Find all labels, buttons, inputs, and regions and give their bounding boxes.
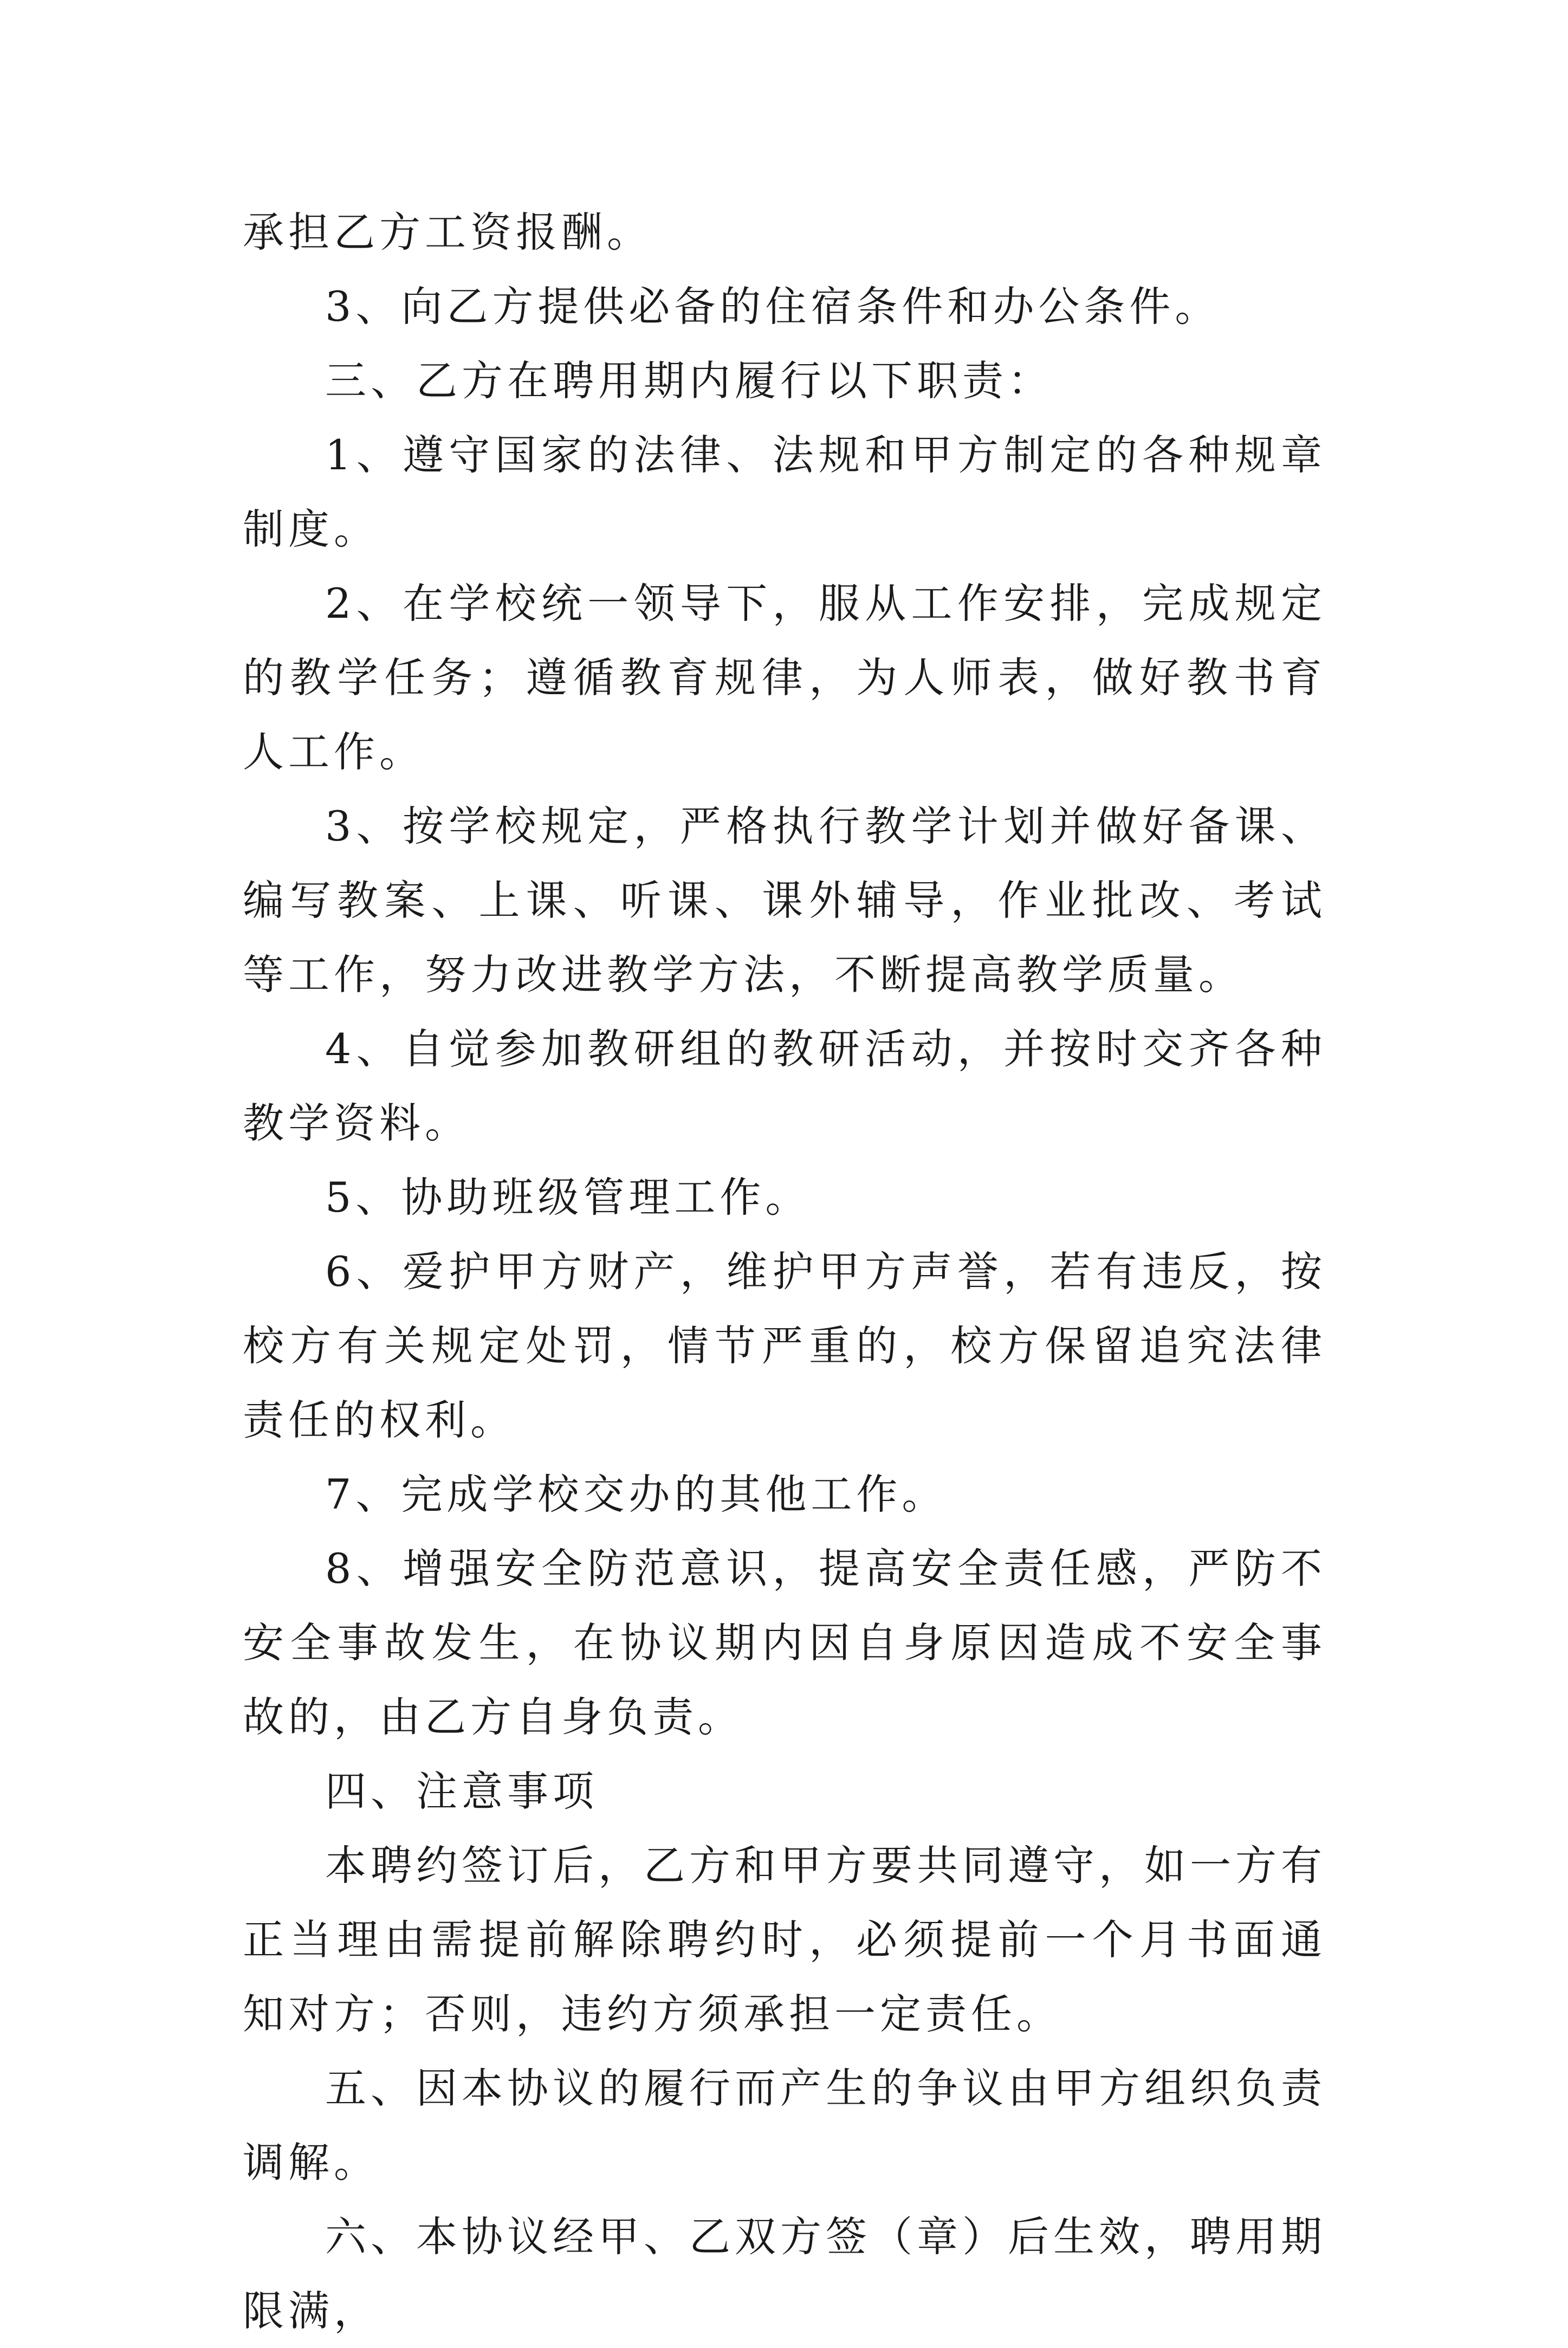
paragraph-duty-7: 7、完成学校交办的其他工作。 [325,1470,948,1518]
paragraph-duty-6: 6、爱护甲方财产，维护甲方声誉，若有违反，按校方有关规定处罚，情节严重的，校方保留追究法律责任的权利。 [243,1247,1326,1444]
section-heading-5: 五、因本协议的履行而产生的争议由甲方组织负责调解。 [243,2064,1326,2187]
paragraph-duty-1: 1、遵守国家的法律、法规和甲方制定的各种规章制度。 [243,431,1326,553]
document-body [243,195,1326,2348]
paragraph-duty-8: 8、增强安全防范意识，提高安全责任感，严防不安全事故发生，在协议期内因自身原因造成不安全事故的，由乙方自身负责。 [243,1544,1326,1741]
section-heading-3: 三、乙方在聘用期内履行以下职责： [325,357,1053,405]
section-heading-4: 四、注意事项 [325,1767,598,1815]
paragraph-duty-3: 3、按学校规定，严格执行教学计划并做好备课、编写教案、上课、听课、课外辅导，作业批改、考试等工作，努力改进教学方法，不断提高教学质量。 [243,802,1326,999]
paragraph-duty-4: 4、自觉参加教研组的教研活动，并按时交齐各种教学资料。 [243,1025,1326,1147]
section-heading-6: 六、本协议经甲、乙双方签（章）后生效，聘用期限满， [243,2213,1326,2335]
paragraph-duty-2: 2、在学校统一领导下，服从工作安排，完成规定的教学任务；遵循教育规律，为人师表，做好教书育人工作。 [243,579,1326,776]
paragraph-duty-5: 5、协助班级管理工作。 [325,1173,811,1221]
paragraph-party-a-3: 3、向乙方提供必备的住宿条件和办公条件。 [325,282,1221,331]
paragraph-notice: 本聘约签订后，乙方和甲方要共同遵守，如一方有正当理由需提前解除聘约时，必须提前一个月书面通知对方；否则，违约方须承担一定责任。 [243,1841,1326,2038]
paragraph-salary-continuation: 承担乙方工资报酬。 [243,208,652,256]
